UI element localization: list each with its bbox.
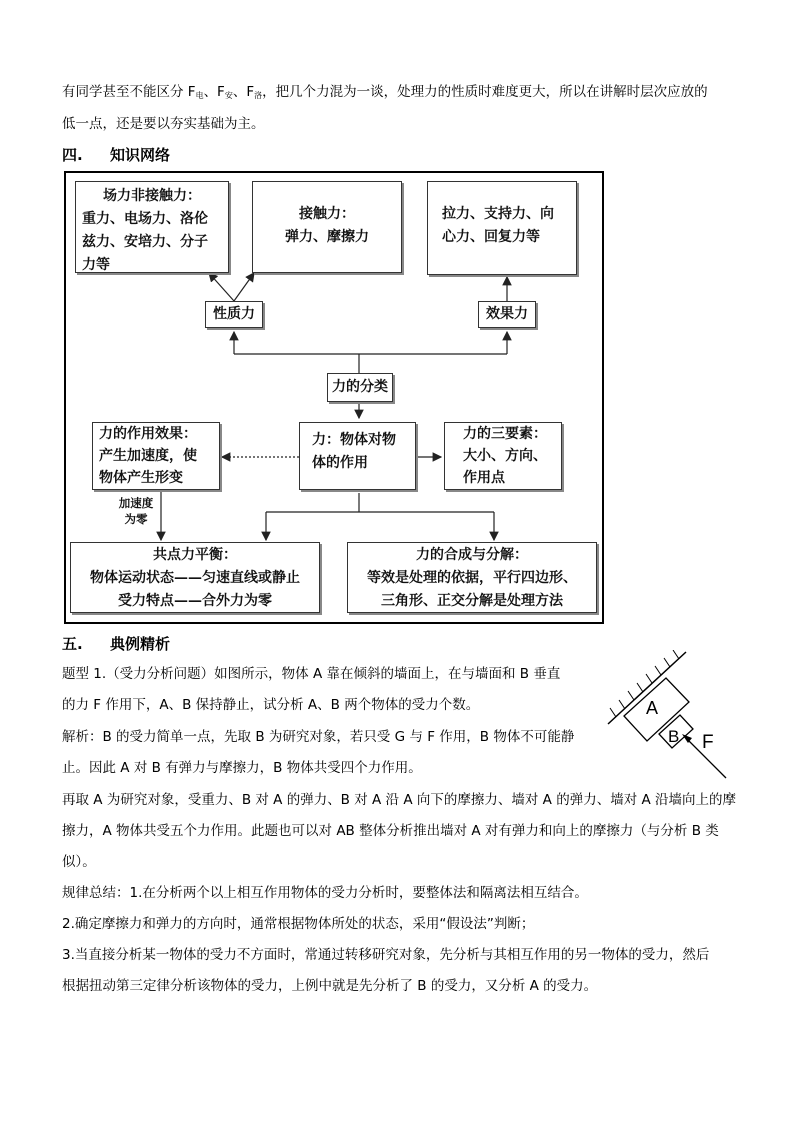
box-action-effect (92, 422, 220, 490)
label-line: 加速度 (118, 496, 154, 510)
example-line: 解析：B 的受力简单一点，先取 B 为研究对象，若只受 G 与 F 作用，B 物体不可能静 (62, 729, 575, 745)
box-title: 性质力 (213, 306, 255, 322)
box-line: 产生加速度，使 (99, 448, 197, 464)
section-title: 知识网络 (110, 146, 171, 164)
box-title: 力的作用效果： (99, 426, 197, 442)
box-line: 重力、电场力、洛伦 (82, 211, 208, 227)
knowledge-network-diagram (64, 171, 604, 624)
summary-line: 根据扭动第三定律分析该物体的受力，上例中就是先分析了 B 的受力，又分析 A 的受力。 (62, 978, 598, 994)
box-effect-force (478, 301, 536, 328)
example-line: 题型 1.（受力分析问题）如图所示，物体 A 靠在倾斜的墙面上，在与墙面和 B 垂直 (62, 666, 561, 682)
subscript-ampere: 安 (224, 91, 233, 100)
intro-text: 、F (203, 84, 225, 100)
box-line: 三角形、正交分解是处理方法 (381, 593, 563, 609)
box-line: 弹力、摩擦力 (285, 229, 369, 245)
box-three-elements (444, 422, 562, 490)
summary-line: 2.确定摩擦力和弹力的方向时，通常根据物体所处的状态，采用“假设法”判断； (62, 916, 535, 932)
example-line: 止。因此 A 对 B 有弹力与摩擦力，B 物体共受四个力作用。 (62, 760, 422, 776)
label-a: A (646, 698, 659, 718)
box-definition (299, 422, 416, 490)
intro-text: ，把几个力混为一谈，处理力的性质时难度更大，所以在讲解时层次应放的 (262, 84, 708, 100)
example-line: 似）。 (62, 854, 96, 870)
box-line: 心力、回复力等 (442, 229, 540, 245)
box-title: 力的合成与分解： (416, 547, 528, 563)
force-figure (602, 650, 742, 784)
box-nature-force (205, 301, 263, 328)
box-line: 拉力、支持力、向 (442, 206, 554, 222)
box-line: 物体运动状态——匀速直线或静止 (90, 570, 300, 586)
intro-text: 、F (232, 84, 255, 100)
subscript-lorentz: 洛 (254, 91, 263, 100)
label-b: B (668, 727, 680, 746)
box-classification (327, 373, 393, 402)
section-heading-4 (62, 144, 170, 165)
box-title: 效果力 (486, 306, 528, 322)
section-number: 四. (62, 146, 83, 164)
example-line: 的力 F 作用下，A、B 保持静止，试分析 A、B 两个物体的受力个数。 (62, 697, 480, 713)
box-contact-force (252, 181, 402, 273)
intro-line-2: 低一点，还是要以夯实基础为主。 (62, 116, 265, 132)
section-title: 典例精析 (110, 635, 171, 653)
box-line: 等效是处理的依据，平行四边形、 (367, 570, 577, 586)
box-composition (347, 542, 597, 613)
box-title: 场力非接触力： (103, 188, 201, 204)
box-line: 力等 (82, 257, 110, 273)
box-noncontact-force (75, 181, 229, 273)
box-line: 受力特点——合外力为零 (118, 593, 272, 609)
intro-line-1 (62, 82, 708, 106)
label-f: F (702, 732, 714, 753)
box-equilibrium (70, 542, 320, 613)
box-line: 作用点 (463, 470, 505, 486)
label-line: 为零 (124, 512, 148, 526)
box-title: 共点力平衡： (153, 547, 237, 563)
box-line: 大小、方向、 (463, 448, 547, 464)
box-title: 接触力： (299, 206, 355, 222)
subscript-electric: 电 (195, 91, 204, 100)
box-line: 力：物体对物 (312, 432, 396, 448)
box-title: 力的分类 (332, 379, 388, 395)
box-line: 体的作用 (312, 455, 368, 471)
box-line: 兹力、安培力、分子 (82, 234, 208, 250)
intro-text: 有同学甚至不能区分 F (62, 84, 196, 100)
box-title: 力的三要素： (463, 426, 547, 442)
label-accel-zero (110, 495, 162, 527)
box-effect-examples (427, 181, 577, 275)
summary-line: 3.当直接分析某一物体的受力不方面时，常通过转移研究对象，先分析与其相互作用的另一物体的受力，然后 (62, 947, 710, 963)
box-line: 物体产生形变 (99, 470, 183, 486)
summary-line: 规律总结：1.在分析两个以上相互作用物体的受力分析时，要整体法和隔离法相互结合。 (62, 885, 588, 901)
example-line: 擦力，A 物体共受五个力作用。此题也可以对 AB 整体分析推出墙对 A 对有弹力和向上的摩擦力（与分析 B 类 (62, 823, 719, 839)
section-number: 五. (62, 635, 83, 653)
example-line: 再取 A 为研究对象，受重力、B 对 A 的弹力、B 对 A 沿 A 向下的摩擦力、墙对 A 的弹力、墙对 A 沿墙向上的摩 (62, 792, 737, 808)
section-heading-5 (62, 633, 170, 654)
